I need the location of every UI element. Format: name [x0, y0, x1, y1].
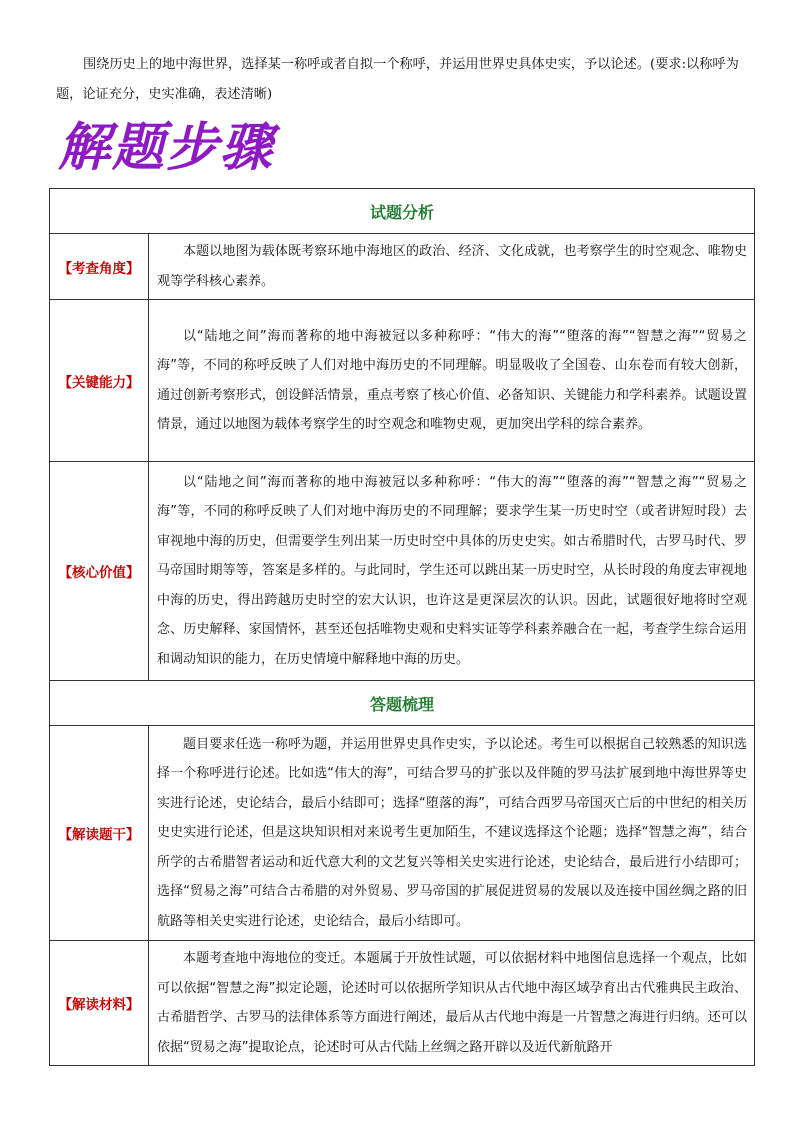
- section-title-answer: 答题梳理: [50, 681, 755, 726]
- question-text: 围绕历史上的地中海世界，选择某一称呼或者自拟一个称呼，并运用世界史具体史实，予以论述。(要求:以称呼为题，论证充分，史实准确，表述清晰): [56, 57, 739, 102]
- label-value: 【核心价值】: [58, 565, 140, 581]
- section-row-answer: [50, 681, 755, 726]
- row-ability: [50, 300, 755, 462]
- label-cell-stem: [50, 726, 149, 941]
- content-material: 本题考查地中海地位的变迁。本题属于开放性试题，可以依据材料中地图信息选择一个观点，比如可以依据“智慧之海”拟定论题，论述时可以依据所学知识从古代地中海区域孕育出古代雅典民主政治、古希腊哲学、古罗马的法律体系等方面进行阐述，最后从古代地中海是一片智慧之海进行归纳。还可以依据“贸易之海”提取论点，论述时可从古代陆上丝绸之路开辟以及近代新航路开: [149, 941, 755, 1066]
- solution-steps-heading: 解题步骤: [58, 117, 275, 178]
- section-title-analysis: 试题分析: [50, 189, 755, 234]
- row-stem: [50, 726, 755, 941]
- content-angle: 本题以地图为载体既考察环地中海地区的政治、经济、文化成就，也考察学生的时空观念、唯物史观等学科核心素养。: [149, 234, 755, 300]
- label-material: 【解读材料】: [58, 997, 140, 1013]
- label-cell-ability: [50, 300, 149, 462]
- row-material: [50, 941, 755, 1066]
- label-ability: 【关键能力】: [58, 374, 140, 391]
- row-angle: [50, 234, 755, 300]
- section-row-analysis: [50, 189, 755, 234]
- label-stem: 【解读题干】: [58, 827, 140, 843]
- content-value: 以“陆地之间”海而著称的地中海被冠以多种称呼：“伟大的海”“堕落的海”“智慧之海”“贸易之海”等，不同的称呼反映了人们对地中海历史的不同理解；要求学生某一历史时空（或者讲短时段）去审视地中海的历史，但需要学生列出某一历史时空中具体的历史史实。如古希腊时代，古罗马时代、罗马帝国时期等等，答案是多样的。与此同时，学生还可以跳出某一历史时空，从长时段的角度去审视地中海的历史，得出跨越历史时空的宏大认识，也许这是更深层次的认识。因此，试题很好地将时空观念、历史解释、家国情怀，甚至还包括唯物史观和史料实证等学科素养融合在一起，考查学生综合运用和调动知识的能力，在历史情境中解释地中海的历史。: [149, 462, 755, 681]
- content-ability: 以“陆地之间”海而著称的地中海被冠以多种称呼：“伟大的海”“堕落的海”“智慧之海”“贸易之海”等，不同的称呼反映了人们对地中海历史的不同理解。明显吸收了全国卷、山东卷而有较大创新，通过创新考察形式，创设鲜活情景，重点考察了核心价值、必备知识、关键能力和学科素养。试题设置情景，通过以地图为载体考察学生的时空观念和唯物史观，更加突出学科的综合素养。: [149, 300, 755, 462]
- label-angle: 【考查角度】: [58, 260, 140, 277]
- label-cell-angle: [50, 234, 149, 300]
- analysis-table: [49, 188, 755, 1066]
- row-value: [50, 462, 755, 681]
- label-cell-material: [50, 941, 149, 1066]
- content-stem: 题目要求任选一称呼为题，并运用世界史具作史实，予以论述。考生可以根据自己较熟悉的知识选择一个称呼进行论述。比如选“伟大的海”，可结合罗马的扩张以及伴随的罗马法扩展到地中海世界等史实进行论述，史论结合，最后小结即可；选择“堕落的海”，可结合西罗马帝国灭亡后的中世纪的相关历史史实进行论述，但是这块知识相对来说考生更加陌生，不建议选择这个论题；选择“智慧之海”，结合所学的古希腊智者运动和近代意大利的文艺复兴等相关史实进行论述，史论结合，最后进行小结即可；选择“贸易之海”可结合古希腊的对外贸易、罗马帝国的扩展促进贸易的发展以及连接中国丝绸之路的旧航路等相关史实进行论述，史论结合，最后小结即可。: [149, 726, 755, 941]
- label-cell-value: [50, 462, 149, 681]
